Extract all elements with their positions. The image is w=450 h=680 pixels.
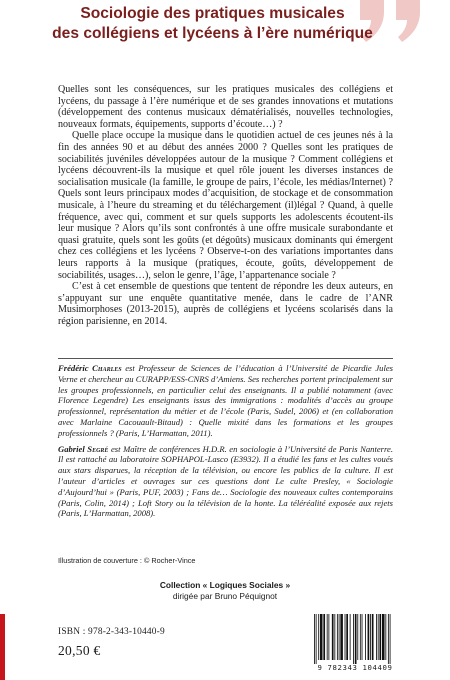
price: 20,50 €	[58, 643, 101, 658]
author1-last-name: Charles	[92, 363, 122, 373]
collection-info	[0, 580, 450, 602]
barcode-bar	[390, 614, 391, 664]
back-cover-summary	[58, 84, 393, 327]
author2-first-name: Gabriel	[58, 443, 85, 454]
barcode-bar	[334, 614, 335, 660]
author1-first-name: Frédéric	[58, 363, 89, 373]
barcode-bar	[357, 614, 358, 660]
cover-illustration-credit: Illustration de couverture : © Rocher-Vince	[58, 556, 196, 565]
summary-paragraph: Quelles sont les conséquences, sur les pratiques musicales des collégiens et lycéens, du passage à l’ère numérique et de ses grandes innovations et mutations (développement des contenus musicaux dématérialisés, nouvelles technologies, nouveaux formats, équipements, supports d’écoute…) ?	[58, 84, 393, 130]
author-bios	[58, 363, 393, 524]
barcode-bar	[350, 614, 351, 660]
barcode-bar	[365, 614, 366, 660]
barcode-bar	[372, 614, 374, 660]
collection-name: Collection « Logiques Sociales »	[159, 580, 291, 590]
isbn: ISBN : 978-2-343-10440-9	[58, 627, 165, 637]
barcode-bar	[388, 614, 389, 664]
title-line-2: des collégiens et lycéens à l’ère numérique	[52, 25, 373, 42]
author-bio-1	[58, 363, 393, 439]
collection-director: dirigée par Bruno Péquignot	[172, 591, 278, 601]
barcode-bar	[320, 614, 323, 660]
barcode-bar	[382, 614, 385, 660]
barcode-bar	[370, 614, 371, 660]
author-bio-2	[58, 444, 393, 520]
author2-text: est Maître de conférences H.D.R. en sociologie à l’Université de Paris Nanterre. Il est rattaché au laboratoire SOPHAPOL-Lasco (E3932). Il a étudié les fans et les cultes voués aux stars disparues, la réception de la télévision, ou encore les publics de la culture. Il est l’auteur d’articles et ouvrages sur ces questions dont Le culte Presley, « Sociologie d’Aujourd’hui » (Paris, PUF, 2003) ; Fans de… Sociologie des nouveaux cultes contemporains (Paris, Colin, 2014) ; Loft Story ou la télévision de la honte. La téléréalité exposée aux rejets (Paris, L’Harmattan, 2008).	[58, 443, 393, 519]
barcode-bar	[318, 614, 319, 660]
barcode-bar	[353, 614, 354, 664]
barcode-bar	[376, 614, 377, 660]
summary-paragraph: C’est à cet ensemble de questions que tentent de répondre les deux auteurs, en s’appuyant sur une enquête quantitative menée, dans le cadre de l’ANR Musimorphoses (2013-2015), auprès de collégiens et lycéens scolarisés dans la région parisienne, en 2014.	[58, 281, 393, 327]
barcode-bar	[327, 614, 328, 660]
barcode-number: 9 782343 104409	[317, 663, 393, 672]
barcode-bar	[355, 614, 357, 664]
barcode-bar	[340, 614, 343, 660]
barcode-bar	[362, 614, 363, 660]
barcode-bar	[328, 614, 329, 660]
barcode-bar	[379, 614, 381, 660]
author1-text: est Professeur de Sciences de l’éducation à l’Université de Picardie Jules Verne et chercheur au CURAPP/ESS-CNRS d’Amiens. Ses recherches portent principalement sur les groupes professionnels, en particulier celui des enseignants. Il a publié notamment (avec Florence Legendre) Les enseignants issus des immigrations : modalités d’accès au groupe professionnel, représentation du métier et de l’école (Paris, Sudel, 2006) et (en collaboration avec Marlaine Cacouault-Bitaud) : Quelle mixité dans les formations et les groupes professionnels ? (Paris, L’Harmattan, 2011).	[58, 363, 393, 438]
barcode-bar	[385, 614, 386, 660]
barcode-icon	[308, 612, 402, 670]
summary-paragraph: Quelle place occupe la musique dans le quotidien actuel de ces jeunes nés à la fin des années 90 et au début des années 2000 ? Quelles sont les pratiques de sociabilités juvéniles développées autour de la musique ? Comment collégiens et lycéens découvrent-ils la musique et quel rôle jouent les diverses instances de socialisation musicale (la famille, le groupe de pairs, l’école, les médias/Internet) ? Quels sont leurs principaux modes d’acquisition, de stockage et de consommation musicale, à l’heure du streaming et du téléchargement (il)légal ? Quand, à quelle fréquence, avec qui, comment et sur quels supports les adolescents écoutent-ils leur musique ? Alors qu’ils sont confrontés à une offre musicale surabondante et quasi gratuite, quels sont les goûts (et dégoûts) musicaux dominants qui émergent chez ces collégiens et les lycéens ? Observe-t-on des variations importantes dans leurs rapports à la musique (pratiques, écoute, goûts, développement de sociabilités, usages…), selon le genre, l’âge, l’appartenance sociale ?	[58, 130, 393, 281]
barcode-bar	[378, 614, 379, 660]
barcode-bar	[360, 614, 361, 660]
barcode-bar	[332, 614, 334, 660]
section-divider	[58, 358, 393, 359]
barcode-bar	[323, 614, 325, 660]
book-title	[40, 4, 385, 44]
barcode-bar	[337, 614, 338, 660]
barcode-bar	[339, 614, 340, 660]
barcode-bar	[346, 614, 348, 660]
barcode-bar	[368, 614, 370, 660]
barcode-bar	[345, 614, 346, 660]
title-line-1: Sociologie des pratiques musicales	[80, 5, 345, 22]
red-accent-bar	[0, 614, 5, 680]
barcode-bar	[316, 614, 317, 664]
author2-last-name: Segré	[87, 443, 109, 454]
barcode-bar	[314, 614, 315, 664]
